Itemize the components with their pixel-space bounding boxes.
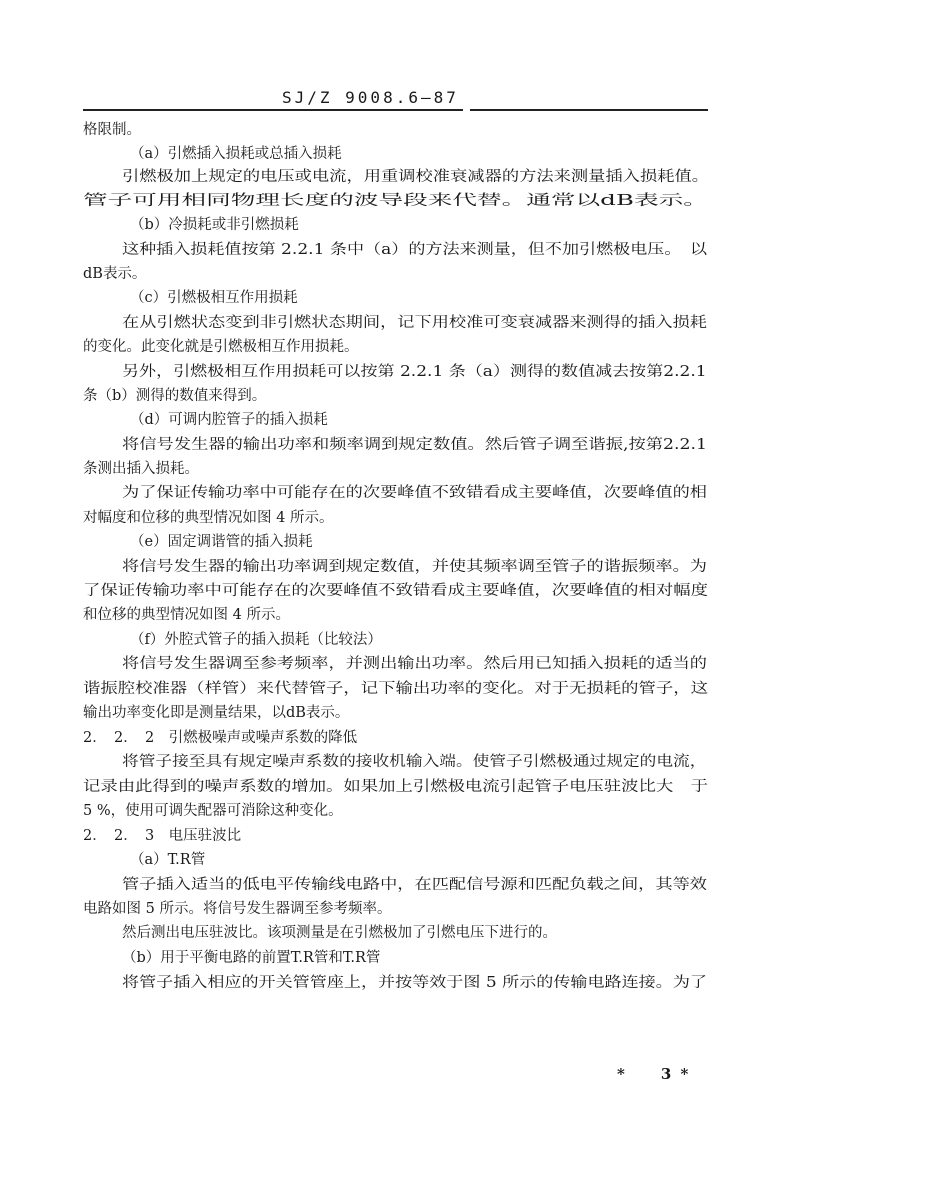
text-line: 输出功率变化即是测量结果，以dB表示。 xyxy=(83,705,350,721)
text-line: 管子插入适当的低电平传输线电路中，在匹配信号源和匹配负载之间，其等效 xyxy=(122,877,707,893)
text-line: 电路如图 5 所示。将信号发生器调至参考频率。 xyxy=(83,901,392,917)
standard-code: SJ/Z 9008.6—87 xyxy=(282,88,459,107)
text-line: 条（b）测得的数值来得到。 xyxy=(83,388,267,404)
text-line: 将信号发生器的输出功率和频率调到规定数值。然后管子调至谐振,按第2.2.1 xyxy=(122,437,707,453)
header-rule-left xyxy=(83,109,463,111)
text-line: 了保证传输功率中可能存在的次要峰值不致错看成主要峰值，次要峰值的相对幅度 xyxy=(83,583,708,599)
text-line: （e）固定调谐管的插入损耗 xyxy=(130,534,313,550)
text-line: 另外，引燃极相互作用损耗可以按第 2.2.1 条（a）测得的数值减去按第2.2.1 xyxy=(122,364,707,380)
text-line: dB表示。 xyxy=(83,266,147,282)
text-line: 这种插入损耗值按第 2.2.1 条中（a）的方法来测量，但不加引燃极电压。 以 xyxy=(122,242,708,258)
text-line: 2． 2． 2 引燃极噪声或噪声系数的降低 xyxy=(83,730,358,746)
text-line: 将信号发生器的输出功率调到规定数值，并使其频率调至管子的谐振频率。为 xyxy=(122,559,707,575)
text-line: （b）用于平衡电路的前置T.R管和T.R管 xyxy=(122,950,381,966)
text-line: 和位移的典型情况如图 4 所示。 xyxy=(83,607,290,623)
text-line: 在从引燃状态变到非引燃状态期间，记下用校准可变衰减器来测得的插入损耗 xyxy=(122,315,707,331)
text-line: 管子可用相同物理长度的波导段来代替。通常以dB表示。 xyxy=(83,193,708,209)
text-line: 格限制。 xyxy=(83,122,141,138)
text-line: 然后测出电压驻波比。该项测量是在引燃极加了引燃电压下进行的。 xyxy=(122,925,557,941)
text-line: （a）引燃插入损耗或总插入损耗 xyxy=(130,146,342,162)
text-line: （d）可调内腔管子的插入损耗 xyxy=(130,412,328,428)
text-line: 条测出插入损耗。 xyxy=(83,461,199,477)
text-line: 记录由此得到的噪声系数的增加。如果加上引燃极电流引起管子电压驻波比大 于 xyxy=(83,779,708,795)
text-line: 将管子插入相应的开关管管座上，并按等效于图 5 所示的传输电路连接。为了 xyxy=(122,975,707,991)
text-line: 将管子接至具有规定噪声系数的接收机输入端。使管子引燃极通过规定的电流， xyxy=(122,754,707,770)
text-line: （b）冷损耗或非引燃损耗 xyxy=(130,217,299,233)
text-line: 5 %，使用可调失配器可消除这种变化。 xyxy=(83,803,343,819)
page-number: * 3 * xyxy=(617,1065,691,1083)
text-line: 引燃极加上规定的电压或电流，用重调校准衰减器的方法来测量插入损耗值。 xyxy=(122,169,710,185)
text-line: 对幅度和位移的典型情况如图 4 所示。 xyxy=(83,510,334,526)
text-line: 为了保证传输功率中可能存在的次要峰值不致错看成主要峰值，次要峰值的相 xyxy=(122,485,707,501)
text-line: （a）T.R管 xyxy=(130,852,206,868)
text-line: 2． 2． 3 电压驻波比 xyxy=(83,828,242,844)
text-line: （f）外腔式管子的插入损耗（比较法） xyxy=(130,632,382,648)
text-line: （c）引燃极相互作用损耗 xyxy=(130,290,298,306)
text-line: 谐振腔校准器（样管）来代替管子，记下输出功率的变化。对于无损耗的管子，这 xyxy=(83,681,708,697)
header-rule-right xyxy=(470,109,708,111)
text-line: 的变化。此变化就是引燃极相互作用损耗。 xyxy=(83,339,359,355)
text-line: 将信号发生器调至参考频率，并测出输出功率。然后用已知插入损耗的适当的 xyxy=(122,656,707,672)
